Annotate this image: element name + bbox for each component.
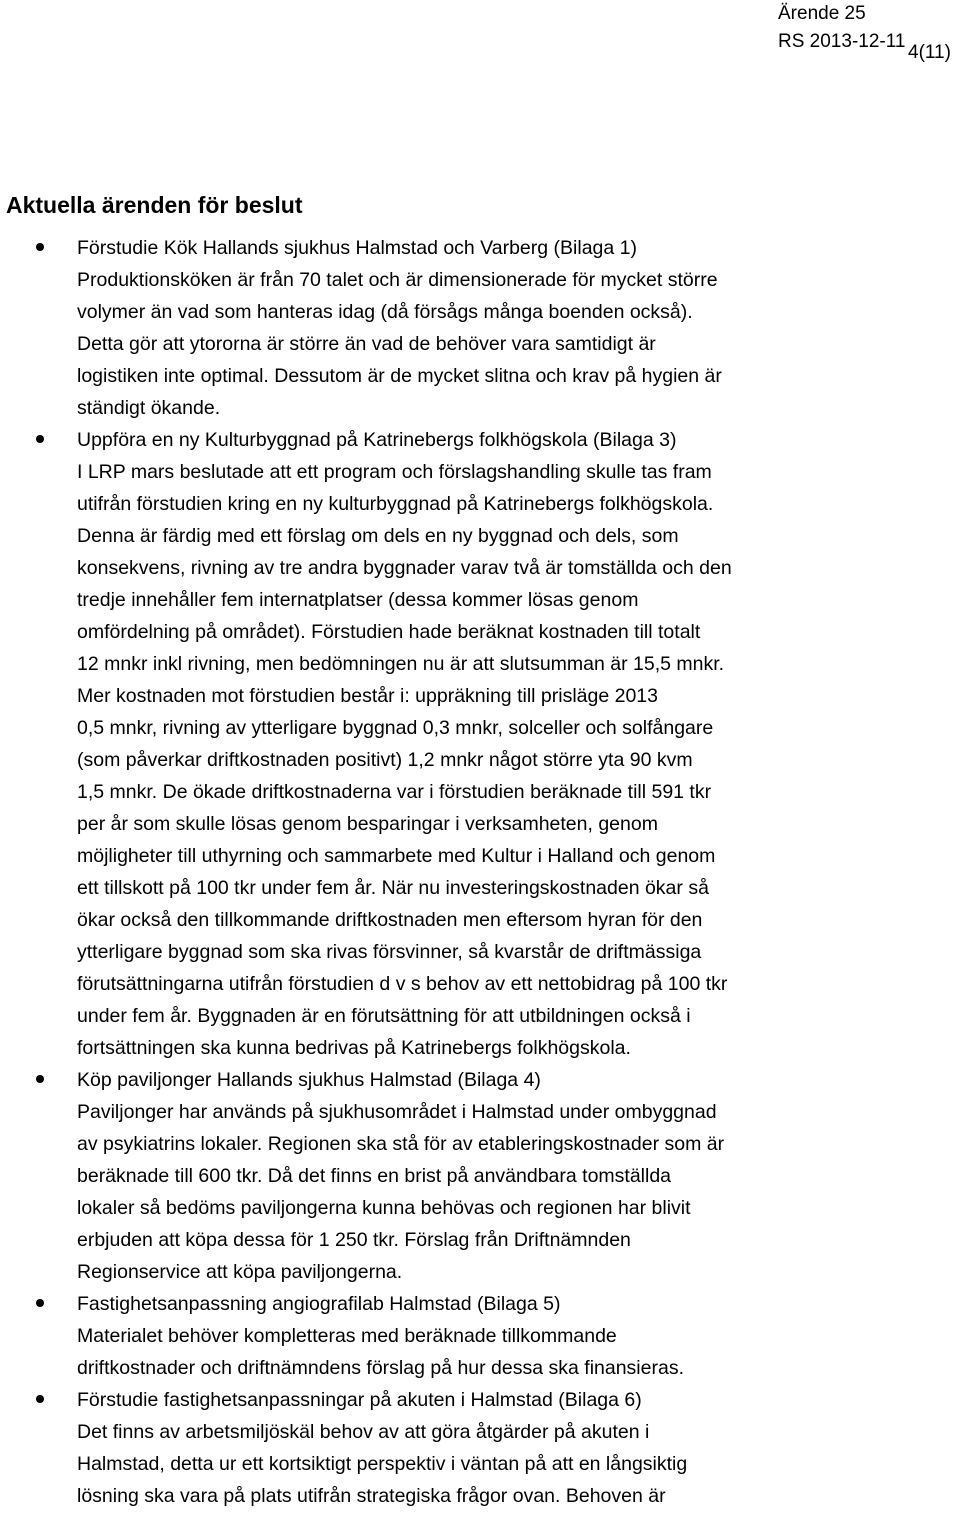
list-item [0,232,897,424]
page-header [0,0,960,70]
list-item [0,1064,897,1288]
list-item [0,1288,897,1384]
meeting-date: RS 2013-12-11 [778,31,906,52]
item-text-line: Produktionsköken är från 70 talet och är dimensionerade för mycket större [77,269,718,291]
item-text-line: lösning ska vara på plats utifrån strategiska frågor ovan. Behoven är [77,1485,666,1507]
item-text-line: Regionservice att köpa paviljongerna. [77,1261,403,1283]
item-text-line: tredje innehåller fem internatplatser (dessa kommer lösas genom [77,589,639,611]
case-number: Ärende 25 [778,3,866,24]
list-item [0,1384,897,1512]
item-text-line: erbjuden att köpa dessa för 1 250 tkr. Förslag från Driftnämnden [77,1229,631,1251]
item-text-line: förutsättningarna utifrån förstudien d v s behov av ett nettobidrag på 100 tkr [77,973,728,995]
list-item [0,424,897,1064]
item-text-line: konsekvens, rivning av tre andra byggnader varav två är tomställda och den [77,557,732,579]
item-list [0,232,960,1512]
item-text-line: logistiken inte optimal. Dessutom är de mycket slitna och krav på hygien är [77,365,722,387]
item-text-line: (som påverkar driftkostnaden positivt) 1,2 mnkr något större yta 90 kvm [77,749,693,771]
item-text-line: I LRP mars beslutade att ett program och förslagshandling skulle tas fram [77,461,712,483]
item-text-line: Mer kostnaden mot förstudien består i: uppräkning till prisläge 2013 [77,685,658,707]
item-text-line: volymer än vad som hanteras idag (då försågs många boenden också). [77,301,693,323]
item-text-line: Detta gör att ytororna är större än vad de behöver vara samtidigt är [77,333,656,355]
item-text-line: fortsättningen ska kunna bedrivas på Katrinebergs folkhögskola. [77,1037,631,1059]
item-text-line: möjligheter till uthyrning och sammarbete med Kultur i Halland och genom [77,845,716,867]
item-text-line: Det finns av arbetsmiljöskäl behov av att göra åtgärder på akuten i [77,1421,650,1443]
section-title: Aktuella ärenden för beslut [6,192,303,218]
item-text-line: av psykiatrins lokaler. Regionen ska stå för av etableringskostnader som är [77,1133,725,1155]
item-text-line: utifrån förstudien kring en ny kulturbyggnad på Katrinebergs folkhögskola. [77,493,714,515]
item-heading: Förstudie fastighetsanpassningar på akuten i Halmstad (Bilaga 6) [77,1389,642,1411]
item-text-line: Halmstad, detta ur ett kortsiktigt perspektiv i väntan på att en långsiktig [77,1453,688,1475]
item-heading: Uppföra en ny Kulturbyggnad på Katrinebergs folkhögskola (Bilaga 3) [77,429,677,451]
item-text-line: ständigt ökande. [77,397,221,419]
bullet-icon [36,1395,44,1403]
bullet-icon [36,1299,44,1307]
item-heading: Fastighetsanpassning angiografilab Halmstad (Bilaga 5) [77,1293,561,1315]
item-text-line: ett tillskott på 100 tkr under fem år. När nu investeringskostnaden ökar så [77,877,709,899]
bullet-icon [36,243,44,251]
item-heading: Köp paviljonger Hallands sjukhus Halmstad (Bilaga 4) [77,1069,541,1091]
item-heading: Förstudie Kök Hallands sjukhus Halmstad och Varberg (Bilaga 1) [77,237,637,259]
item-text-line: omfördelning på området). Förstudien hade beräknat kostnaden till totalt [77,621,701,643]
item-text-line: Materialet behöver kompletteras med beräknade tillkommande [77,1325,617,1347]
item-text-line: under fem år. Byggnaden är en förutsättning för att utbildningen också i [77,1005,691,1027]
item-text-line: ökar också den tillkommande driftkostnaden men eftersom hyran för den [77,909,703,931]
item-text-line: Paviljonger har används på sjukhusområdet i Halmstad under ombyggnad [77,1101,717,1123]
bullet-icon [36,435,44,443]
item-text-line: Denna är färdig med ett förslag om dels en ny byggnad och dels, som [77,525,679,547]
item-text-line: 12 mnkr inkl rivning, men bedömningen nu är att slutsumman är 15,5 mnkr. [77,653,725,675]
item-text-line: lokaler så bedöms paviljongerna kunna behövas och regionen har blivit [77,1197,691,1219]
item-text-line: per år som skulle lösas genom besparingar i verksamheten, genom [77,813,658,835]
bullet-icon [36,1075,44,1083]
item-text-line: beräknade till 600 tkr. Då det finns en brist på användbara tomställda [77,1165,672,1187]
item-text-line: 0,5 mnkr, rivning av ytterligare byggnad 0,3 mnkr, solceller och solfångare [77,717,714,739]
item-text-line: driftkostnader och driftnämndens förslag på hur dessa ska finansieras. [77,1357,684,1379]
page-number: 4(11) [908,42,951,63]
item-text-line: 1,5 mnkr. De ökade driftkostnaderna var i förstudien beräknade till 591 tkr [77,781,712,803]
item-text-line: ytterligare byggnad som ska rivas försvinner, så kvarstår de driftmässiga [77,941,702,963]
